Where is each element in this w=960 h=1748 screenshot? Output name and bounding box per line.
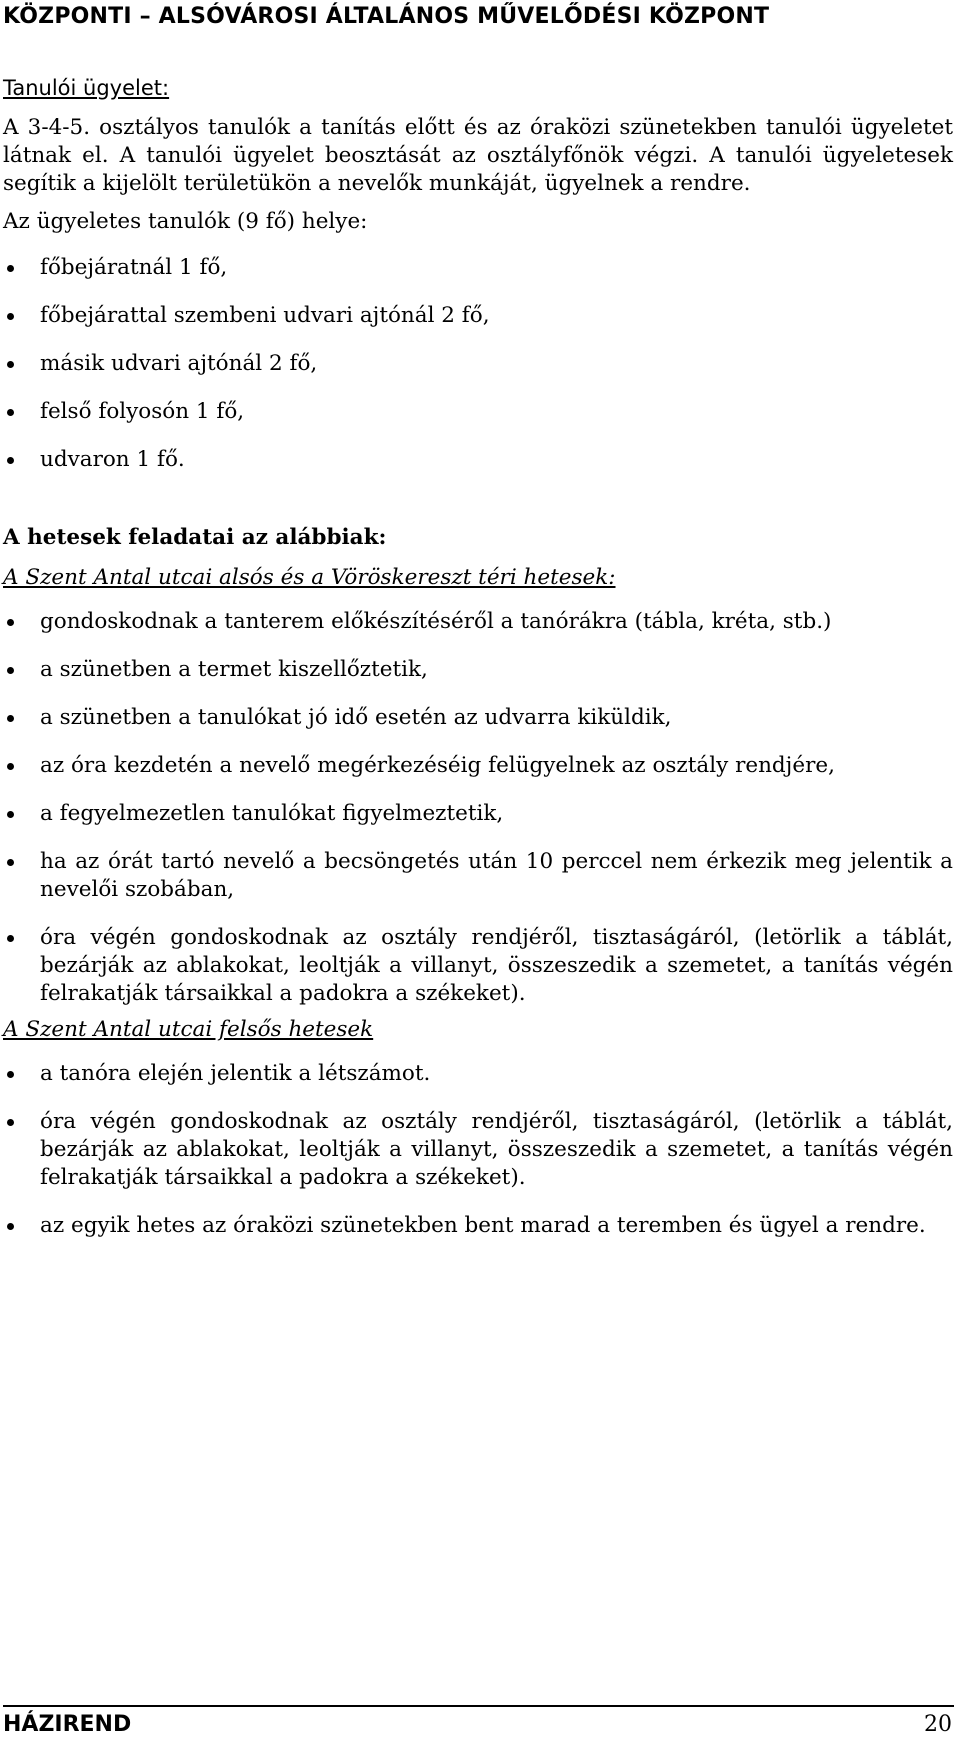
list-item: a szünetben a tanulókat jó idő esetén az udvarra kiküldik, [3,704,953,732]
section-intro: Az ügyeletes tanulók (9 fő) helye: [3,209,368,234]
list-item: az egyik hetes az óraközi szünetekben bent marad a teremben és ügyel a rendre. [3,1212,953,1240]
list-item: másik udvari ajtónál 2 fő, [3,350,953,378]
section-heading-hetesek: A hetesek feladatai az alábbiak: [3,525,387,550]
section-label-tanuloi-ugyelet: Tanulói ügyelet: [3,76,170,100]
list-item: óra végén gondoskodnak az osztály rendjéről, tisztaságáról, (letörlik a táblát, bezárják az ablakokat, leoltják a villanyt, összeszedik a szemetet, a tanítás végén felrakatják társaikkal a padokra a székeket). [3,1108,953,1192]
list-item: főbejárattal szembeni udvari ajtónál 2 fő, [3,302,953,330]
duty-location-list [3,254,953,474]
list-item: udvaron 1 fő. [3,446,953,474]
list-item: ha az órát tartó nevelő a becsöngetés után 10 perccel nem érkezik meg jelentik a nevelői szobában, [3,848,953,904]
document-body [3,74,953,1240]
list-item: a tanóra elején jelentik a létszámot. [3,1060,953,1088]
subheading-felsos-hetesek: A Szent Antal utcai felsős hetesek [3,1017,374,1042]
list-item: az óra kezdetén a nevelő megérkezéséig felügyelnek az osztály rendjére, [3,752,953,780]
section-paragraph: A 3-4-5. osztályos tanulók a tanítás előtt és az óraközi szünetekben tanulói ügyeletet látnak el. A tanulói ügyelet beosztását az osztályfőnök végzi. A tanulói ügyeletesek segítik a kijelölt területükön a nevelők munkáját, ügyelnek a rendre. [3,115,953,196]
felsos-duties-list [3,1060,953,1240]
list-item: felső folyosón 1 fő, [3,398,953,426]
list-item: óra végén gondoskodnak az osztály rendjéről, tisztaságáról, (letörlik a táblát, bezárják az ablakokat, leoltják a villanyt, összeszedik a szemetet, a tanítás végén felrakatják társaikkal a padokra a székeket). [3,924,953,1008]
subheading-alsos-hetesek: A Szent Antal utcai alsós és a Vöröskereszt téri hetesek: [3,565,616,590]
footer-divider [3,1705,954,1707]
footer-document-name: HÁZIREND [3,1712,132,1737]
list-item: gondoskodnak a tanterem előkészítéséről a tanórákra (tábla, kréta, stb.) [3,608,953,636]
list-item: főbejáratnál 1 fő, [3,254,953,282]
page-header-title: KÖZPONTI – ALSÓVÁROSI ÁLTALÁNOS MŰVELŐDÉSI KÖZPONT [3,4,770,29]
alsos-duties-list [3,608,953,1008]
list-item: a fegyelmezetlen tanulókat figyelmeztetik, [3,800,953,828]
page-number: 20 [924,1712,952,1737]
list-item: a szünetben a termet kiszellőztetik, [3,656,953,684]
